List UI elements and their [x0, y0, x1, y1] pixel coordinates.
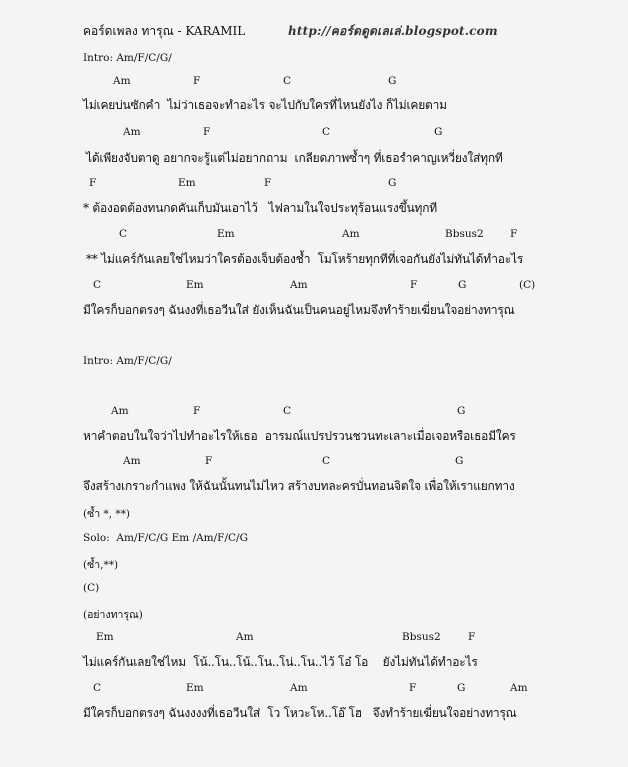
chord: Am	[510, 682, 528, 694]
chord: Am	[342, 228, 360, 240]
chord: Em	[186, 682, 204, 694]
lyric-line: ** ไม่แคร์กันเลยใช่ไหมว่าใครต้องเจ็บต้องช้ำ โมโหร้ายทุกทีที่เจอกันยังไม่ทันได้ทำอะไร	[86, 252, 524, 266]
lyric-line: หาคำตอบในใจว่าไปทำอะไรให้เธอ อารมณ์แปรปรวนชวนทะเลาะเมื่อเจอหรือเธอมีใคร	[83, 429, 516, 443]
lyric-line: มีใครก็บอกตรงๆ ฉันงงที่เธอวีนใส่ ยังเห็นฉันเป็นคนอยู่ไหมจึงทำร้ายเฆี่ยนใจอย่างทารุณ	[83, 303, 515, 317]
intro-label: Intro: Am/F/C/G/	[83, 52, 172, 64]
chord: F	[89, 177, 97, 189]
chord: C	[283, 75, 292, 87]
chord: Am	[113, 75, 131, 87]
chord-note: (C)	[83, 582, 100, 594]
chord: Am	[236, 631, 254, 643]
chord: (C)	[519, 279, 536, 291]
chord: F	[468, 631, 476, 643]
lyric-line: มีใครก็บอกตรงๆ ฉันงงงงที่เธอวีนใส่ โว โหวะโห..โอ๊ โฮ จึงทำร้ายเฆี่ยนใจอย่างทารุณ	[83, 706, 517, 720]
chord: C	[322, 455, 331, 467]
chord: Em	[217, 228, 235, 240]
repeat-note: (ซ้ำ *, **)	[83, 508, 130, 520]
blog-url: http://คอร์ดดูดเลเล่.blogspot.com	[288, 24, 498, 38]
chord: G	[457, 682, 466, 694]
chord: Am	[123, 126, 141, 138]
chord: F	[409, 682, 417, 694]
chord: F	[510, 228, 518, 240]
chord: Am	[290, 279, 308, 291]
page-title: คอร์ดเพลง ทารุณ - KARAMIL	[83, 24, 246, 38]
chord: Am	[290, 682, 308, 694]
chord: Em	[186, 279, 204, 291]
chord: C	[93, 682, 102, 694]
chord: Bbsus2	[402, 631, 441, 643]
chord: F	[203, 126, 211, 138]
repeat-note: (ซ้ำ,**)	[83, 559, 119, 571]
chord: C	[322, 126, 331, 138]
chord: Em	[96, 631, 114, 643]
chord: F	[193, 75, 201, 87]
chord: Am	[111, 405, 129, 417]
chord: G	[457, 405, 466, 417]
chord: C	[283, 405, 292, 417]
chord: G	[388, 177, 397, 189]
chord: C	[119, 228, 128, 240]
lyric-line: ได้เพียงจับตาดู อยากจะรู้แต่ไม่อยากถาม เกลียดภาพซ้ำๆ ที่เธอรำคาญเหวี่ยงใส่ทุกที	[86, 151, 503, 165]
chord: F	[264, 177, 272, 189]
chord: G	[434, 126, 443, 138]
chord: Am	[123, 455, 141, 467]
lyric-line: จึงสร้างเกราะกำแพง ให้ฉันนั้นทนไม่ไหว สร้างบทละครบั่นทอนจิตใจ เพื่อให้เราแยกทาง	[83, 479, 515, 493]
chord: G	[458, 279, 467, 291]
chord: G	[455, 455, 464, 467]
chord: F	[193, 405, 201, 417]
lyric-line: ไม่เคยบ่นซักคำ ไม่ว่าเธอจะทำอะไร จะไปกับใครที่ไหนยังไง ก็ไม่เคยตาม	[83, 98, 447, 112]
chord: Bbsus2	[445, 228, 484, 240]
lyric-line: * ต้องอดต้องทนกดคันเก็บมันเอาไว้ ไฟลามในใจประทุร้อนแรงขึ้นทุกที	[83, 201, 437, 215]
chord: F	[410, 279, 418, 291]
outro-note: (อย่างทารุณ)	[83, 609, 143, 621]
chord: C	[93, 279, 102, 291]
chord: Em	[178, 177, 196, 189]
chord: F	[205, 455, 213, 467]
chord: G	[388, 75, 397, 87]
intro-label: Intro: Am/F/C/G/	[83, 355, 172, 367]
solo-label: Solo: Am/F/C/G Em /Am/F/C/G	[83, 532, 248, 544]
lyric-line: ไม่แคร์กันเลยใช่ไหม โน้..โน..โน้..โน..โน่..โน..ไว้ โอ๋ โอ ยังไม่ทันได้ทำอะไร	[83, 655, 478, 669]
